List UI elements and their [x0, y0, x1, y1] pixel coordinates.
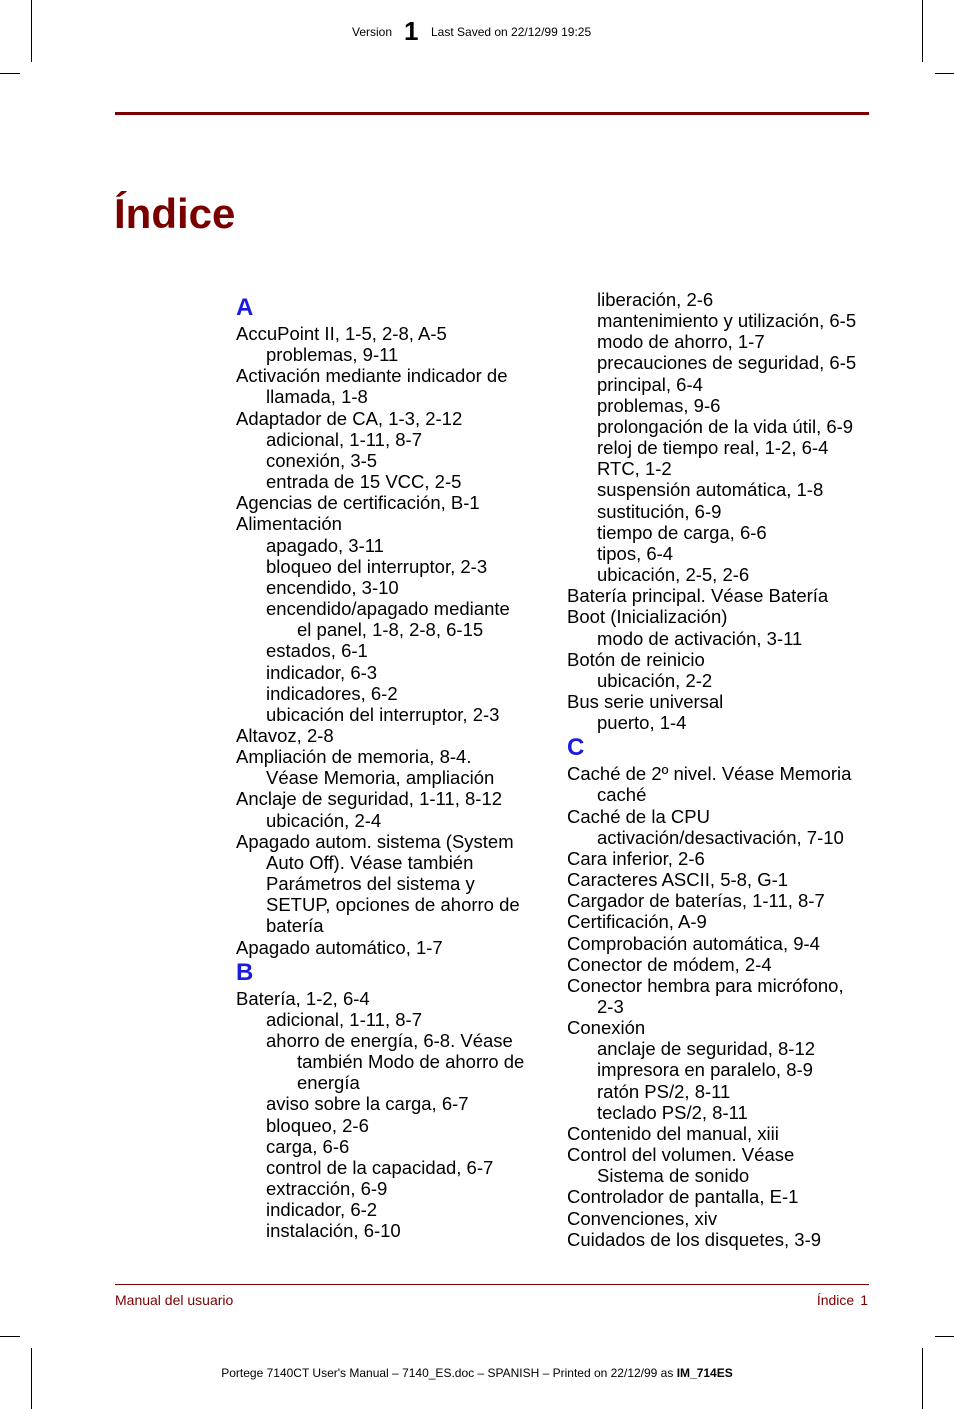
- index-subentry: problemas, 9-6: [597, 394, 721, 416]
- index-subentry: también Modo de ahorro de: [297, 1051, 525, 1073]
- index-section-letter: B: [236, 958, 254, 986]
- index-entry: Boot (Inicialización): [567, 606, 728, 628]
- crop-mark: [0, 1336, 20, 1337]
- index-entry: Conector de módem, 2-4: [567, 953, 772, 975]
- index-subentry: energía: [297, 1072, 360, 1094]
- print-info-code: IM_714ES: [676, 1366, 733, 1380]
- index-subentry: indicador, 6-3: [266, 661, 378, 683]
- footer-page-number: 1: [860, 1292, 868, 1308]
- index-subentry: anclaje de seguridad, 8-12: [597, 1038, 816, 1060]
- index-entry: Apagado autom. sistema (System: [236, 830, 514, 852]
- index-subentry: suspensión automática, 1-8: [597, 479, 824, 501]
- index-entry: Cara inferior, 2-6: [567, 847, 705, 869]
- crop-mark: [0, 73, 20, 74]
- index-subentry: el panel, 1-8, 2-8, 6-15: [297, 619, 484, 641]
- crop-mark: [935, 1336, 954, 1337]
- index-subentry: apagado, 3-11: [266, 534, 384, 556]
- index-subentry: carga, 6-6: [266, 1135, 350, 1157]
- index-subentry: ubicación, 2-4: [266, 809, 382, 831]
- print-info-text: Portege 7140CT User's Manual – 7140_ES.doc – SPANISH – Printed on 22/12/99 as: [221, 1366, 677, 1380]
- last-saved-text: Last Saved on 22/12/99 19:25: [431, 25, 592, 39]
- index-entry: Controlador de pantalla, E-1: [567, 1186, 799, 1208]
- index-subentry: ubicación, 2-2: [597, 669, 713, 691]
- index-subentry: instalación, 6-10: [266, 1220, 401, 1242]
- index-subentry: ubicación, 2-5, 2-6: [597, 564, 750, 586]
- index-subentry: ratón PS/2, 8-11: [597, 1080, 731, 1102]
- index-entry: Activación mediante indicador de: [236, 365, 508, 387]
- index-entry: AccuPoint II, 1-5, 2-8, A-5: [236, 323, 447, 344]
- index-subentry: adicional, 1-11, 8-7: [266, 1008, 422, 1030]
- index-subentry: Véase Memoria, ampliación: [266, 767, 495, 789]
- index-subentry: modo de ahorro, 1-7: [597, 331, 765, 353]
- index-subentry: modo de activación, 3-11: [597, 627, 803, 649]
- index-subentry: reloj de tiempo real, 1-2, 6-4: [597, 437, 829, 459]
- footer-section-label: Índice: [816, 1292, 855, 1308]
- index-subentry: RTC, 1-2: [597, 458, 672, 480]
- index-column-right: [567, 289, 907, 1250]
- index-entry: Agencias de certificación, B-1: [236, 492, 480, 514]
- index-subentry: problemas, 9-11: [266, 344, 399, 366]
- index-subentry: mantenimiento y utilización, 6-5: [597, 310, 857, 332]
- index-subentry: conexión, 3-5: [266, 449, 378, 471]
- page-title: Índice: [114, 190, 236, 237]
- index-entry: Certificación, A-9: [567, 911, 707, 933]
- index-subentry: aviso sobre la carga, 6-7: [266, 1093, 469, 1115]
- index-entry: Anclaje de seguridad, 1-11, 8-12: [236, 788, 503, 810]
- index-subentry: liberación, 2-6: [597, 289, 714, 310]
- index-subentry: bloqueo del interruptor, 2-3: [266, 555, 488, 577]
- index-entry: Comprobación automática, 9-4: [567, 932, 820, 954]
- index-entry: Convenciones, xiv: [567, 1207, 718, 1229]
- index-column-left: [236, 293, 576, 1242]
- index-entry: Conector hembra para micrófono,: [567, 974, 844, 996]
- index-entry: Altavoz, 2-8: [236, 724, 334, 746]
- index-subentry: caché: [597, 784, 647, 806]
- index-subentry: Sistema de sonido: [597, 1165, 750, 1187]
- index-entry: Caché de 2º nivel. Véase Memoria: [567, 763, 852, 785]
- index-subentry: tipos, 6-4: [597, 542, 674, 564]
- index-entry: Botón de reinicio: [567, 648, 705, 670]
- index-entry: Ampliación de memoria, 8-4.: [236, 746, 472, 768]
- bottom-rule: [115, 1284, 869, 1285]
- index-subentry: Auto Off). Véase también: [266, 851, 474, 873]
- index-subentry: impresora en paralelo, 8-9: [597, 1059, 813, 1081]
- index-subentry: tiempo de carga, 6-6: [597, 521, 767, 543]
- index-subentry: indicador, 6-2: [266, 1199, 378, 1221]
- version-number: 1: [404, 16, 419, 46]
- index-entry: Batería, 1-2, 6-4: [236, 987, 370, 1009]
- index-subentry: encendido, 3-10: [266, 576, 399, 598]
- index-subentry: teclado PS/2, 8-11: [597, 1101, 748, 1123]
- index-subentry: precauciones de seguridad, 6-5: [597, 352, 857, 374]
- index-subentry: ahorro de energía, 6-8. Véase: [266, 1030, 513, 1051]
- index-subentry: principal, 6-4: [597, 373, 703, 395]
- index-subentry: activación/desactivación, 7-10: [597, 826, 844, 848]
- index-subentry: sustitución, 6-9: [597, 500, 722, 522]
- index-subentry: extracción, 6-9: [266, 1178, 388, 1200]
- index-entry: Bus serie universal: [567, 690, 724, 712]
- index-section-letter: C: [567, 734, 585, 762]
- index-subentry: llamada, 1-8: [266, 386, 368, 408]
- index-entry: Alimentación: [236, 513, 342, 535]
- index-subentry: batería: [266, 915, 324, 937]
- index-entry: Batería principal. Véase Batería: [567, 585, 829, 607]
- index-entry: Control del volumen. Véase: [567, 1144, 795, 1166]
- crop-mark: [922, 0, 923, 62]
- index-subentry: control de la capacidad, 6-7: [266, 1156, 494, 1178]
- index-subentry: puerto, 1-4: [597, 712, 687, 734]
- index-subentry: 2-3: [597, 996, 624, 1017]
- index-entry: Caracteres ASCII, 5-8, G-1: [567, 869, 789, 891]
- top-rule: [115, 112, 869, 115]
- index-subentry: indicadores, 6-2: [266, 682, 398, 704]
- version-label: Version: [352, 25, 393, 39]
- index-subentry: estados, 6-1: [266, 640, 368, 662]
- index-entry: Contenido del manual, xiii: [567, 1122, 779, 1144]
- index-subentry: SETUP, opciones de ahorro de: [266, 894, 520, 916]
- print-info-line: [0, 1366, 954, 1380]
- index-subentry: adicional, 1-11, 8-7: [266, 428, 422, 450]
- footer-manual-title: Manual del usuario: [115, 1292, 234, 1308]
- index-entry: Adaptador de CA, 1-3, 2-12: [236, 407, 463, 429]
- index-subentry: bloqueo, 2-6: [266, 1114, 369, 1136]
- crop-mark: [31, 0, 32, 62]
- footer-page-ref: [811, 1292, 868, 1308]
- index-entry: Cuidados de los disquetes, 3-9: [567, 1228, 822, 1250]
- index-subentry: entrada de 15 VCC, 2-5: [266, 471, 462, 493]
- index-entry: Cargador de baterías, 1-11, 8-7: [567, 890, 825, 912]
- index-subentry: prolongación de la vida útil, 6-9: [597, 415, 854, 437]
- index-entry: Conexión: [567, 1017, 646, 1039]
- index-subentry: encendido/apagado mediante: [266, 598, 510, 620]
- index-entry: Apagado automático, 1-7: [236, 936, 443, 958]
- index-entry: Caché de la CPU: [567, 805, 710, 827]
- crop-mark: [935, 73, 954, 74]
- index-subentry: Parámetros del sistema y: [266, 873, 475, 895]
- index-section-letter: A: [236, 294, 254, 321]
- index-subentry: ubicación del interruptor, 2-3: [266, 703, 500, 725]
